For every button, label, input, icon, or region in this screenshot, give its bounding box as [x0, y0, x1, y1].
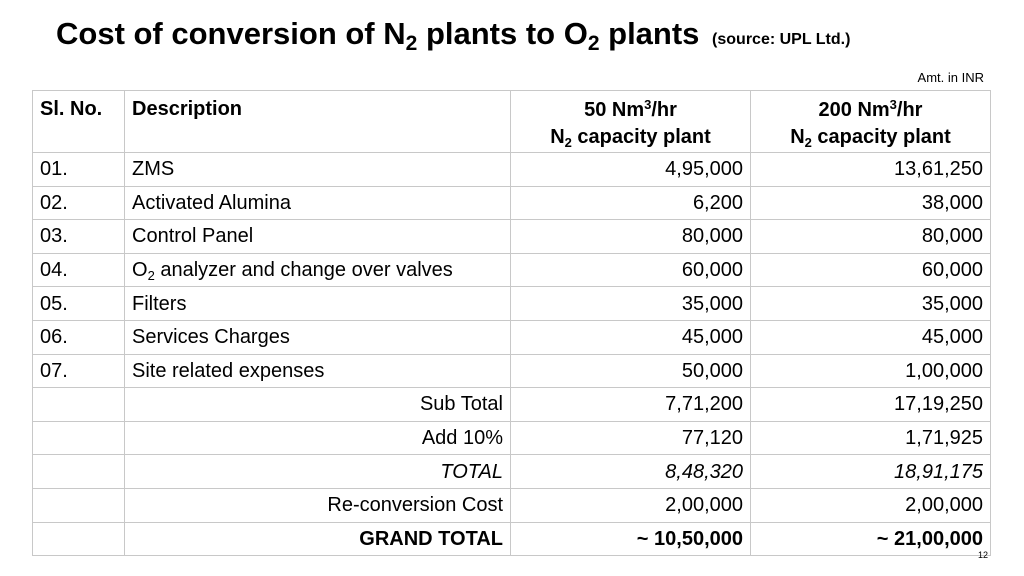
header-200-line1	[758, 97, 983, 124]
title-subscript-2: 2	[587, 32, 600, 55]
header-50-per-hr: /hr	[651, 99, 677, 121]
header-200-n: N	[790, 126, 805, 148]
sub-total-value-50: 7,71,200	[511, 388, 751, 422]
header-200-sub: 2	[804, 135, 812, 150]
title-middle: plants to O	[417, 16, 588, 51]
sub-total-label: Sub Total	[125, 388, 511, 422]
row-sl-no: 06.	[33, 320, 125, 354]
total-value-200: 18,91,175	[751, 455, 991, 489]
row-value-200: 35,000	[751, 287, 991, 321]
desc-subscript: 2	[147, 268, 155, 284]
title-prefix: Cost of conversion of N	[56, 16, 406, 51]
desc-o: O	[132, 259, 148, 282]
add-10-label: Add 10%	[125, 421, 511, 455]
grand-total-label: GRAND TOTAL	[125, 522, 511, 556]
header-200-rate: 200 Nm	[818, 99, 890, 121]
page-title	[56, 14, 850, 60]
row-value-200: 60,000	[751, 253, 991, 287]
row-description: Control Panel	[125, 220, 511, 254]
table-row	[33, 354, 991, 388]
row-value-50: 4,95,000	[511, 153, 751, 187]
grand-total-row	[33, 522, 991, 556]
table-row	[33, 287, 991, 321]
header-50-line2	[518, 124, 743, 151]
empty-cell	[33, 522, 125, 556]
grand-total-value-200: ~ 21,00,000	[751, 522, 991, 556]
sub-total-row	[33, 388, 991, 422]
total-row	[33, 455, 991, 489]
row-value-50: 60,000	[511, 253, 751, 287]
row-description	[125, 253, 511, 287]
row-sl-no: 05.	[33, 287, 125, 321]
header-200-capacity-plant: capacity plant	[811, 126, 951, 148]
total-value-50: 8,48,320	[511, 455, 751, 489]
empty-cell	[33, 421, 125, 455]
header-200-capacity	[751, 91, 991, 153]
add-10-value-200: 1,71,925	[751, 421, 991, 455]
row-sl-no: 01.	[33, 153, 125, 187]
page-number: 12	[977, 550, 988, 560]
empty-cell	[33, 488, 125, 522]
row-value-50: 6,200	[511, 186, 751, 220]
title-source: (source: UPL Ltd.)	[712, 31, 851, 48]
table-row	[33, 253, 991, 287]
empty-cell	[33, 388, 125, 422]
total-label: TOTAL	[125, 455, 511, 489]
row-value-200: 45,000	[751, 320, 991, 354]
table-row	[33, 186, 991, 220]
row-sl-no: 07.	[33, 354, 125, 388]
desc-rest: analyzer and change over valves	[154, 259, 453, 282]
header-50-sup: 3	[644, 97, 652, 112]
row-sl-no: 04.	[33, 253, 125, 287]
row-value-200: 1,00,000	[751, 354, 991, 388]
row-description: ZMS	[125, 153, 511, 187]
header-200-per-hr: /hr	[896, 99, 923, 121]
title-subscript-1: 2	[405, 32, 418, 55]
header-50-sub: 2	[564, 135, 572, 150]
header-50-rate: 50 Nm	[584, 99, 645, 121]
row-sl-no: 03.	[33, 220, 125, 254]
empty-cell	[33, 455, 125, 489]
title-suffix: plants	[599, 16, 700, 51]
header-200-sup: 3	[889, 97, 897, 112]
header-50-line1	[518, 97, 743, 124]
table-header-row	[33, 91, 991, 153]
row-value-200: 38,000	[751, 186, 991, 220]
header-50-capacity-plant: capacity plant	[571, 126, 711, 148]
row-description: Site related expenses	[125, 354, 511, 388]
row-value-50: 80,000	[511, 220, 751, 254]
table-row	[33, 320, 991, 354]
row-value-200: 13,61,250	[751, 153, 991, 187]
row-sl-no: 02.	[33, 186, 125, 220]
reconversion-label: Re-conversion Cost	[125, 488, 511, 522]
row-value-50: 35,000	[511, 287, 751, 321]
table-row	[33, 220, 991, 254]
row-value-50: 50,000	[511, 354, 751, 388]
add-10-value-50: 77,120	[511, 421, 751, 455]
header-50-n: N	[550, 126, 565, 148]
row-description: Activated Alumina	[125, 186, 511, 220]
row-description: Filters	[125, 287, 511, 321]
header-sl-no: Sl. No.	[33, 91, 125, 153]
header-description: Description	[125, 91, 511, 153]
grand-total-value-50: ~ 10,50,000	[511, 522, 751, 556]
header-200-line2	[758, 124, 983, 151]
add-10-row	[33, 421, 991, 455]
unit-note: Amt. in INR	[917, 70, 984, 85]
table-row	[33, 153, 991, 187]
reconversion-row	[33, 488, 991, 522]
reconversion-value-200: 2,00,000	[751, 488, 991, 522]
header-50-capacity	[511, 91, 751, 153]
row-description: Services Charges	[125, 320, 511, 354]
row-value-50: 45,000	[511, 320, 751, 354]
cost-table	[32, 90, 991, 556]
sub-total-value-200: 17,19,250	[751, 388, 991, 422]
row-value-200: 80,000	[751, 220, 991, 254]
reconversion-value-50: 2,00,000	[511, 488, 751, 522]
